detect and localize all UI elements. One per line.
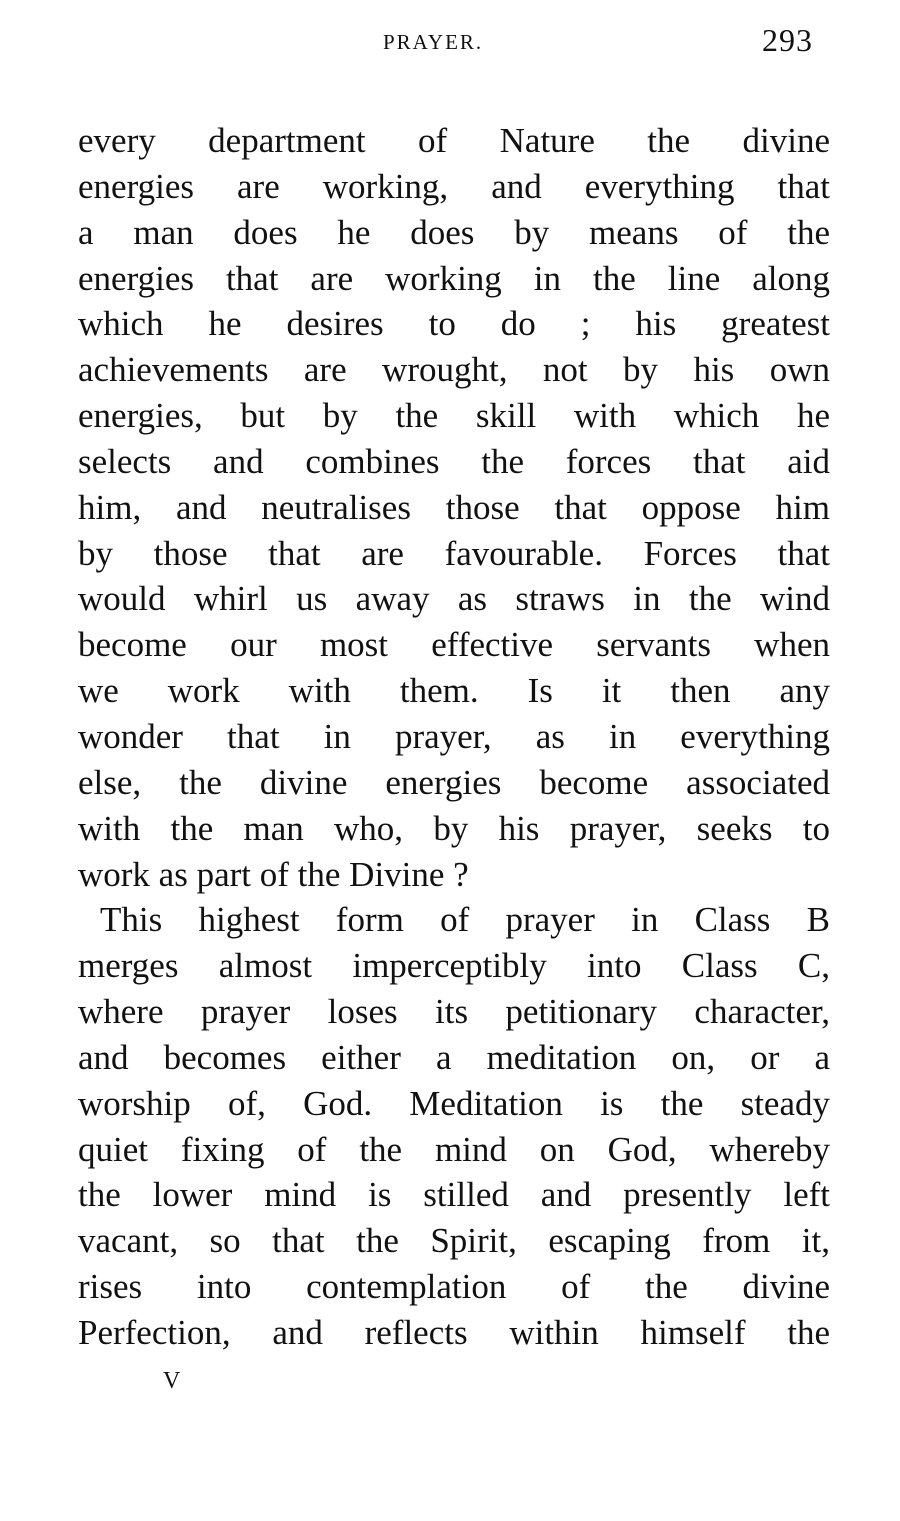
- text-line: merges almost imperceptibly into Class C,: [78, 946, 830, 986]
- text-line: wonder that in prayer, as in everything: [78, 716, 830, 756]
- text-line: which he desires to do ; his greatest: [78, 304, 830, 344]
- text-line: selects and combines the forces that aid: [78, 441, 830, 481]
- text-line: the lower mind is stilled and presently left: [78, 1175, 830, 1215]
- text-line: we work with them. Is it then any: [78, 671, 830, 711]
- text-line: a man does he does by means of the: [78, 212, 830, 252]
- text-line: Perfection, and reflects within himself the: [78, 1312, 830, 1352]
- text-line: else, the divine energies become associated: [78, 762, 830, 802]
- signature-mark: V: [163, 1368, 181, 1394]
- text-line: energies are working, and everything that: [78, 166, 830, 206]
- text-line: rises into contemplation of the divine: [78, 1267, 830, 1307]
- text-line: become our most effective servants when: [78, 625, 830, 665]
- paragraph: [78, 897, 830, 1355]
- text-line: him, and neutralises those that oppose him: [78, 487, 830, 527]
- text-line: This highest form of prayer in Class B: [100, 900, 830, 940]
- text-line: achievements are wrought, not by his own: [78, 350, 830, 390]
- page-header: [0, 22, 900, 62]
- text-line: vacant, so that the Spirit, escaping from it,: [78, 1221, 830, 1261]
- text-line: quiet fixing of the mind on God, whereby: [78, 1129, 830, 1169]
- text-line: worship of, God. Meditation is the steady: [78, 1083, 830, 1123]
- text-line: work as part of the Divine ?: [78, 854, 469, 894]
- text-line: where prayer loses its petitionary character,: [78, 992, 830, 1032]
- text-line: would whirl us away as straws in the wind: [78, 579, 830, 619]
- text-line: and becomes either a meditation on, or a: [78, 1037, 830, 1077]
- text-line: every department of Nature the divine: [78, 121, 830, 160]
- page-body: [78, 118, 830, 1356]
- text-line: by those that are favourable. Forces that: [78, 533, 830, 573]
- text-line: with the man who, by his prayer, seeks to: [78, 808, 830, 848]
- page-number: 293: [762, 22, 813, 58]
- text-line: energies, but by the skill with which he: [78, 396, 830, 436]
- text-line: energies that are working in the line along: [78, 258, 830, 298]
- paragraph: [78, 118, 830, 897]
- running-title: PRAYER.: [383, 30, 484, 54]
